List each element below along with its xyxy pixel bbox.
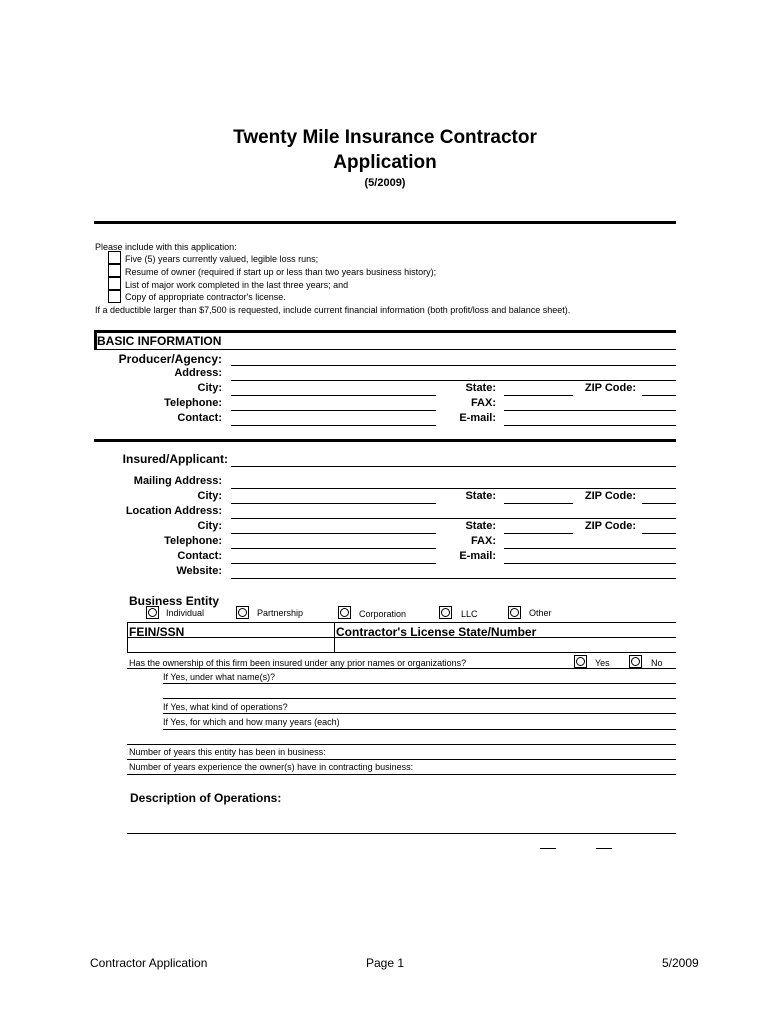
location-label: Location Address: <box>125 505 222 517</box>
zip-field[interactable] <box>642 503 676 504</box>
fax-label: FAX: <box>470 535 496 547</box>
prior-names-question: Has the ownership of this firm been insured under any prior names or organizations? <box>129 658 467 668</box>
zip-field[interactable] <box>642 533 676 534</box>
contact-label: Contact: <box>177 412 222 424</box>
footer-page: Page 1 <box>366 956 405 970</box>
divider <box>94 330 676 333</box>
contact-field[interactable] <box>231 563 436 564</box>
form-title-line2: Application <box>333 152 437 173</box>
insured-label: Insured/Applicant: <box>122 452 228 466</box>
section-title-basic: BASIC INFORMATION <box>97 334 222 348</box>
email-label: E-mail: <box>459 412 496 424</box>
email-label: E-mail: <box>459 550 496 562</box>
city-label: City: <box>197 520 222 532</box>
email-field[interactable] <box>504 563 676 564</box>
radio-label: Individual <box>166 608 205 618</box>
description-label: Description of Operations: <box>130 791 282 805</box>
checkbox-major-work[interactable] <box>108 277 121 290</box>
telephone-field[interactable] <box>231 548 436 549</box>
grid-line <box>127 622 128 653</box>
radio-other[interactable] <box>508 606 521 619</box>
divider <box>127 637 676 638</box>
fein-input[interactable] <box>140 639 320 651</box>
zip-label: ZIP Code: <box>584 382 636 394</box>
mailing-label: Mailing Address: <box>133 475 222 487</box>
grid-line <box>334 622 335 653</box>
producer-field[interactable] <box>231 365 676 366</box>
form-version: (5/2009) <box>364 177 406 189</box>
state-label: State: <box>465 382 496 394</box>
contact-field[interactable] <box>231 425 436 426</box>
divider <box>127 744 676 745</box>
partial-field <box>596 848 612 849</box>
divider <box>94 349 676 350</box>
radio-prior-yes[interactable] <box>574 655 587 668</box>
divider <box>127 668 676 669</box>
years-experience-label: Number of years experience the owner(s) have in contracting business: <box>129 762 414 772</box>
divider <box>94 221 676 224</box>
kind-ops-label: If Yes, what kind of operations? <box>163 702 288 712</box>
telephone-label: Telephone: <box>164 535 222 547</box>
kind-ops-field[interactable] <box>163 713 676 714</box>
city-field[interactable] <box>231 395 436 396</box>
telephone-label: Telephone: <box>164 397 222 409</box>
years-business-label: Number of years this entity has been in business: <box>129 747 326 757</box>
city-label: City: <box>197 490 222 502</box>
years-business-field[interactable] <box>127 759 676 760</box>
under-names-field-2[interactable] <box>163 698 676 699</box>
zip-label: ZIP Code: <box>584 520 636 532</box>
insured-field[interactable] <box>231 466 676 467</box>
instruction-item: List of major work completed in the last three years; and <box>125 280 349 290</box>
which-years-label: If Yes, for which and how many years (each) <box>163 717 340 727</box>
address-field[interactable] <box>231 380 676 381</box>
fein-label: FEIN/SSN <box>129 625 185 639</box>
radio-label: Partnership <box>257 608 304 618</box>
city-field[interactable] <box>231 503 436 504</box>
address-label: Address: <box>174 367 222 379</box>
radio-label: Other <box>529 608 552 618</box>
footer-left: Contractor Application <box>90 956 208 970</box>
instructions-intro: Please include with this application: <box>95 242 237 252</box>
instruction-item: Five (5) years currently valued, legible loss runs; <box>125 254 319 264</box>
radio-partnership[interactable] <box>236 606 249 619</box>
radio-llc[interactable] <box>439 606 452 619</box>
radio-individual[interactable] <box>146 606 159 619</box>
email-field[interactable] <box>504 425 676 426</box>
contact-label: Contact: <box>177 550 222 562</box>
fax-field[interactable] <box>504 548 676 549</box>
telephone-field[interactable] <box>231 410 436 411</box>
website-field[interactable] <box>231 578 676 579</box>
mailing-field[interactable] <box>231 488 676 489</box>
under-names-label: If Yes, under what name(s)? <box>163 672 276 682</box>
instruction-item: Copy of appropriate contractor's license. <box>125 292 286 302</box>
form-title-line1: Twenty Mile Insurance Contractor <box>233 127 537 148</box>
footer-date: 5/2009 <box>662 956 699 970</box>
instruction-item: Resume of owner (required if start up or less than two years business history); <box>125 267 437 277</box>
state-field[interactable] <box>504 533 573 534</box>
checkbox-license[interactable] <box>108 290 121 303</box>
license-input[interactable] <box>340 639 670 651</box>
state-field[interactable] <box>504 395 573 396</box>
which-years-field[interactable] <box>163 729 676 730</box>
city-field[interactable] <box>231 533 436 534</box>
state-label: State: <box>465 520 496 532</box>
state-label: State: <box>465 490 496 502</box>
checkbox-resume[interactable] <box>108 264 121 277</box>
divider <box>94 439 676 442</box>
zip-field[interactable] <box>642 395 676 396</box>
radio-label: LLC <box>461 609 478 619</box>
radio-label: Yes <box>595 658 610 668</box>
license-label: Contractor's License State/Number <box>336 625 537 639</box>
business-entity-title: Business Entity <box>129 594 220 608</box>
checkbox-loss-runs[interactable] <box>108 251 121 264</box>
divider <box>127 652 676 653</box>
deductible-note: If a deductible larger than $7,500 is requested, include current financial information (both profit/loss and balance sheet). <box>95 305 571 315</box>
zip-label: ZIP Code: <box>584 490 636 502</box>
fax-label: FAX: <box>470 397 496 409</box>
fax-field[interactable] <box>504 410 676 411</box>
radio-label: Corporation <box>359 609 407 619</box>
city-label: City: <box>197 382 222 394</box>
location-field[interactable] <box>231 518 676 519</box>
partial-field <box>540 848 556 849</box>
years-experience-field[interactable] <box>127 774 676 775</box>
radio-prior-no[interactable] <box>629 655 642 668</box>
divider <box>127 622 676 623</box>
radio-label: No <box>651 658 663 668</box>
under-names-field[interactable] <box>163 683 676 684</box>
producer-label: Producer/Agency: <box>118 352 222 366</box>
website-label: Website: <box>176 565 222 577</box>
description-field[interactable] <box>127 833 676 834</box>
radio-corporation[interactable] <box>338 606 351 619</box>
state-field[interactable] <box>504 503 573 504</box>
